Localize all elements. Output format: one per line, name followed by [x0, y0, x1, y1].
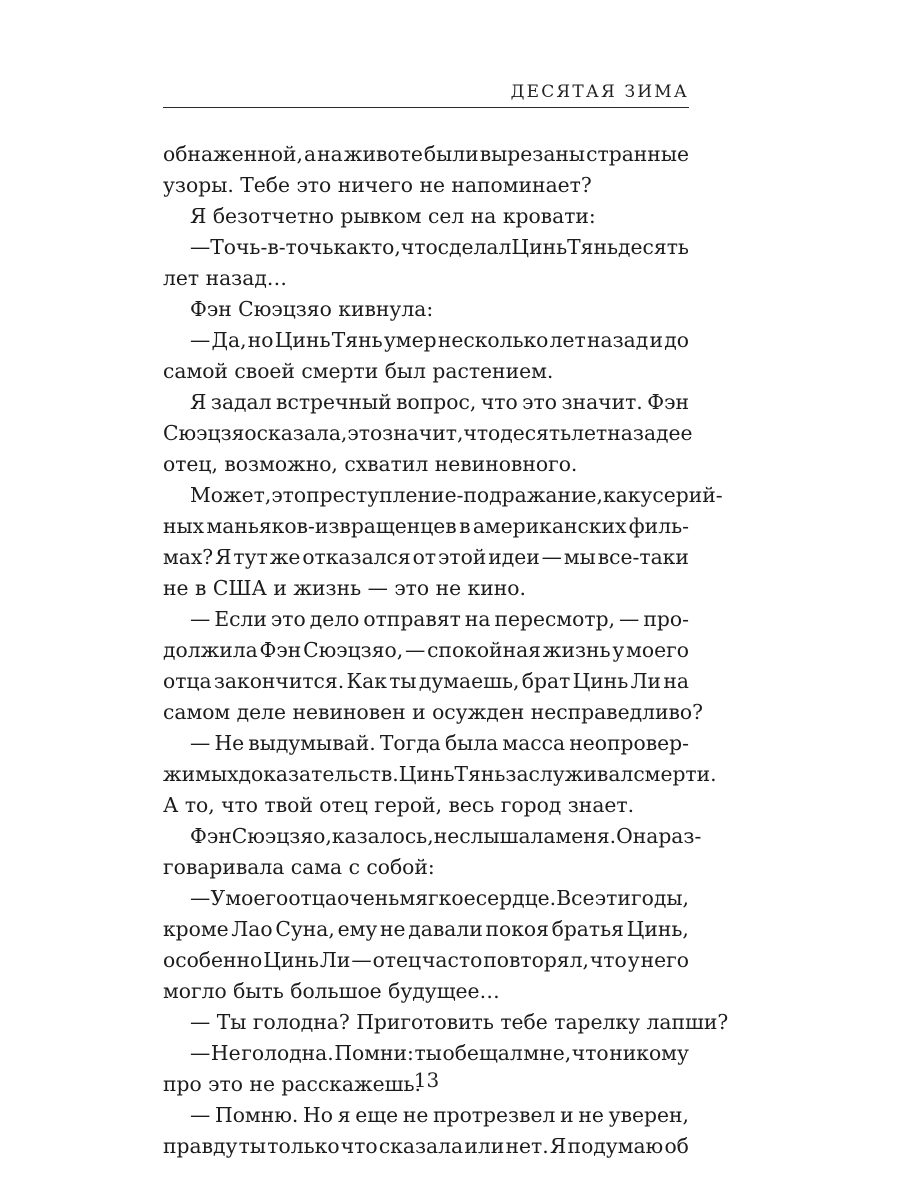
text-line: должила Фэн Сюэцзяо, — спокойная жизнь у моего: [163, 638, 689, 662]
text-line: узоры. Тебе это ничего не напоминает?: [163, 173, 592, 197]
running-head-title: ДЕСЯТАЯ ЗИМА: [510, 82, 689, 102]
text-line: жимых доказательств. Цинь Тянь заслуживал смерти.: [163, 762, 717, 786]
text-line: Может, это преступление-подражание, как у серий-: [190, 483, 723, 507]
text-line: правду ты только что сказала или нет. Я подумаю об: [163, 1134, 689, 1158]
text-line: — Да, но Цинь Тянь умер несколько лет назад и до: [190, 328, 689, 352]
text-line: отец, возможно, схватил невиновного.: [163, 452, 578, 476]
text-line: — Не выдумывай. Тогда была масса неопровер-: [190, 731, 689, 755]
text-line: Сюэцзяо сказала, это значит, что десять лет назад ее: [163, 421, 693, 445]
text-line: — Не голодна. Помни: ты обещал мне, что никому: [190, 1041, 689, 1065]
text-line: говаривала сама с собой:: [163, 855, 435, 879]
text-line: — У моего отца очень мягкое сердце. Все эти годы,: [190, 886, 689, 910]
text-line: Я задал встречный вопрос, что это значит. Фэн: [190, 390, 689, 414]
text-line: не в США и жизнь — это не кино.: [163, 576, 526, 600]
text-line: А то, что твой отец герой, весь город знает.: [163, 793, 635, 817]
text-line: особенно Цинь Ли — отец часто повторял, что у него: [163, 948, 689, 972]
text-line: — Если это дело отправят на пересмотр, — про-: [190, 607, 689, 631]
text-line: обнаженной, а на животе были вырезаны странные: [163, 142, 689, 166]
text-line: — Помню. Но я еще не протрезвел и не уверен,: [190, 1103, 689, 1127]
page-number: 13: [413, 1068, 440, 1092]
text-line: самой своей смерти был растением.: [163, 359, 554, 383]
text-line: Фэн Сюэцзяо кивнула:: [190, 297, 434, 321]
text-line: мах? Я тут же отказался от этой идеи — мы все-таки: [163, 545, 689, 569]
text-line: Я безотчетно рывком сел на кровати:: [190, 204, 596, 228]
text-line: могло быть большое будущее…: [163, 979, 500, 1003]
text-line: лет назад…: [163, 266, 288, 290]
text-line: — Точь-в-точь как то, что сделал Цинь Тянь десять: [190, 235, 689, 259]
text-line: Фэн Сюэцзяо, казалось, не слышала меня. Она раз-: [190, 824, 702, 848]
body-text: [163, 139, 729, 1162]
running-head: [163, 72, 689, 108]
text-line: про это не расскажешь.: [163, 1072, 421, 1096]
text-line: — Ты голодна? Приготовить тебе тарелку лапши?: [190, 1010, 729, 1034]
text-line: ных маньяков-извращенцев в американских филь-: [163, 514, 689, 538]
text-line: отца закончится. Как ты думаешь, брат Цинь Ли на: [163, 669, 689, 693]
text-line: самом деле невиновен и осужден несправедливо?: [163, 700, 703, 724]
text-line: кроме Лао Суна, ему не давали покоя братья Цинь,: [163, 917, 689, 941]
